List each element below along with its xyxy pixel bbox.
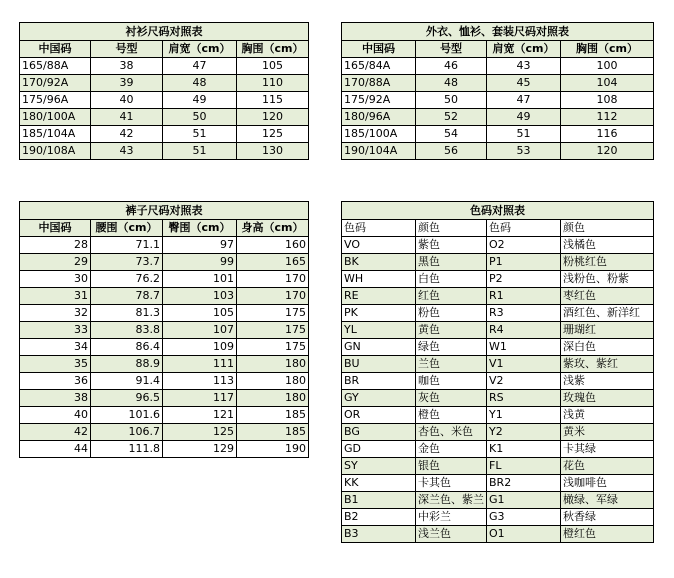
colors-cell: KK bbox=[342, 475, 416, 492]
pants-header-row bbox=[20, 220, 309, 237]
colors-cell: W1 bbox=[487, 339, 561, 356]
pants-cell: 96.5 bbox=[91, 390, 163, 407]
coat-cell: 53 bbox=[487, 143, 561, 160]
pants-cell: 160 bbox=[237, 237, 309, 254]
shirt-cell: 180/100A bbox=[20, 109, 91, 126]
colors-cell: P1 bbox=[487, 254, 561, 271]
shirt-cell: 47 bbox=[163, 58, 237, 75]
pants-cell: 170 bbox=[237, 271, 309, 288]
colors-row bbox=[342, 492, 654, 509]
pants-cell: 125 bbox=[163, 424, 237, 441]
pants-cell: 111.8 bbox=[91, 441, 163, 458]
coat-cell: 45 bbox=[487, 75, 561, 92]
colors-cell: 深白色 bbox=[561, 339, 654, 356]
colors-cell: 浅橘色 bbox=[561, 237, 654, 254]
pants-cell: 36 bbox=[20, 373, 91, 390]
colors-row bbox=[342, 424, 654, 441]
shirt-cell: 39 bbox=[91, 75, 163, 92]
pants-cell: 105 bbox=[163, 305, 237, 322]
pants-cell: 113 bbox=[163, 373, 237, 390]
colors-cell: 咖色 bbox=[416, 373, 487, 390]
shirt-row bbox=[20, 92, 309, 109]
pants-cell: 91.4 bbox=[91, 373, 163, 390]
coat-cell: 120 bbox=[561, 143, 654, 160]
colors-row bbox=[342, 288, 654, 305]
colors-cell: GN bbox=[342, 339, 416, 356]
pants-cell: 180 bbox=[237, 373, 309, 390]
colors-row bbox=[342, 441, 654, 458]
pants-row bbox=[20, 254, 309, 271]
shirt-cell: 190/108A bbox=[20, 143, 91, 160]
pants-cell: 185 bbox=[237, 407, 309, 424]
shirt-cell: 51 bbox=[163, 143, 237, 160]
pants-cell: 117 bbox=[163, 390, 237, 407]
colors-row bbox=[342, 373, 654, 390]
pants-cell: 99 bbox=[163, 254, 237, 271]
colors-cell: 橙红色 bbox=[561, 526, 654, 543]
coat-row bbox=[342, 75, 654, 92]
shirt-cell: 40 bbox=[91, 92, 163, 109]
pants-row bbox=[20, 390, 309, 407]
pants-row bbox=[20, 271, 309, 288]
coat-row bbox=[342, 126, 654, 143]
pants-cell: 38 bbox=[20, 390, 91, 407]
pants-cell: 121 bbox=[163, 407, 237, 424]
colors-cell: 珊瑚红 bbox=[561, 322, 654, 339]
coat-cell: 43 bbox=[487, 58, 561, 75]
colors-cell: 枣红色 bbox=[561, 288, 654, 305]
colors-cell: 浅兰色 bbox=[416, 526, 487, 543]
colors-cell: 银色 bbox=[416, 458, 487, 475]
colors-row bbox=[342, 509, 654, 526]
pants-cell: 185 bbox=[237, 424, 309, 441]
coat-row bbox=[342, 58, 654, 75]
color-code-table bbox=[341, 201, 654, 543]
colors-cell: VO bbox=[342, 237, 416, 254]
colors-cell: 紫色 bbox=[416, 237, 487, 254]
colors-cell: R4 bbox=[487, 322, 561, 339]
colors-row bbox=[342, 407, 654, 424]
colors-cell: SY bbox=[342, 458, 416, 475]
coat-cell: 108 bbox=[561, 92, 654, 109]
shirt-cell: 50 bbox=[163, 109, 237, 126]
coat-header-cell: 胸围（cm） bbox=[561, 41, 654, 58]
colors-cell: OR bbox=[342, 407, 416, 424]
coat-cell: 52 bbox=[416, 109, 487, 126]
colors-row bbox=[342, 356, 654, 373]
colors-header-cell: 色码 bbox=[342, 220, 416, 237]
pants-cell: 34 bbox=[20, 339, 91, 356]
shirt-cell: 110 bbox=[237, 75, 309, 92]
pants-cell: 101 bbox=[163, 271, 237, 288]
coat-header-cell: 肩宽（cm） bbox=[487, 41, 561, 58]
colors-cell: 卡其色 bbox=[416, 475, 487, 492]
pants-cell: 111 bbox=[163, 356, 237, 373]
coat-cell: 51 bbox=[487, 126, 561, 143]
coat-cell: 54 bbox=[416, 126, 487, 143]
colors-header-cell: 颜色 bbox=[561, 220, 654, 237]
pants-cell: 71.1 bbox=[91, 237, 163, 254]
pants-cell: 107 bbox=[163, 322, 237, 339]
colors-cell: 黄色 bbox=[416, 322, 487, 339]
shirt-cell: 105 bbox=[237, 58, 309, 75]
colors-cell: 黑色 bbox=[416, 254, 487, 271]
colors-cell: 橄绿、军绿 bbox=[561, 492, 654, 509]
coat-cell: 50 bbox=[416, 92, 487, 109]
pants-cell: 101.6 bbox=[91, 407, 163, 424]
coat-header-row bbox=[342, 41, 654, 58]
shirt-cell: 115 bbox=[237, 92, 309, 109]
pants-row bbox=[20, 322, 309, 339]
shirt-cell: 125 bbox=[237, 126, 309, 143]
pants-row bbox=[20, 373, 309, 390]
shirt-cell: 51 bbox=[163, 126, 237, 143]
pants-row bbox=[20, 407, 309, 424]
pants-cell: 103 bbox=[163, 288, 237, 305]
colors-cell: 浅黄 bbox=[561, 407, 654, 424]
colors-cell: WH bbox=[342, 271, 416, 288]
colors-cell: V1 bbox=[487, 356, 561, 373]
colors-row bbox=[342, 458, 654, 475]
pants-row bbox=[20, 339, 309, 356]
coat-cell: 112 bbox=[561, 109, 654, 126]
pants-cell: 73.7 bbox=[91, 254, 163, 271]
pants-cell: 35 bbox=[20, 356, 91, 373]
colors-cell: 黄米 bbox=[561, 424, 654, 441]
colors-cell: R3 bbox=[487, 305, 561, 322]
shirt-row bbox=[20, 126, 309, 143]
colors-cell: 粉桃红色 bbox=[561, 254, 654, 271]
pants-cell: 76.2 bbox=[91, 271, 163, 288]
pants-cell: 175 bbox=[237, 305, 309, 322]
pants-cell: 42 bbox=[20, 424, 91, 441]
colors-cell: 花色 bbox=[561, 458, 654, 475]
colors-cell: BK bbox=[342, 254, 416, 271]
shirt-size-table bbox=[19, 22, 309, 160]
colors-cell: B1 bbox=[342, 492, 416, 509]
shirt-row bbox=[20, 109, 309, 126]
colors-row bbox=[342, 305, 654, 322]
coat-cell: 49 bbox=[487, 109, 561, 126]
pants-size-table bbox=[19, 201, 309, 458]
coat-cell: 185/100A bbox=[342, 126, 416, 143]
colors-cell: 深兰色、紫兰 bbox=[416, 492, 487, 509]
coat-row bbox=[342, 143, 654, 160]
shirt-header-cell: 中国码 bbox=[20, 41, 91, 58]
shirt-cell: 43 bbox=[91, 143, 163, 160]
colors-header-row bbox=[342, 220, 654, 237]
coat-cell: 165/84A bbox=[342, 58, 416, 75]
pants-cell: 28 bbox=[20, 237, 91, 254]
colors-header-cell: 色码 bbox=[487, 220, 561, 237]
pants-row bbox=[20, 305, 309, 322]
shirt-cell: 185/104A bbox=[20, 126, 91, 143]
coat-row bbox=[342, 92, 654, 109]
coat-row bbox=[342, 109, 654, 126]
coat-cell: 48 bbox=[416, 75, 487, 92]
shirt-cell: 38 bbox=[91, 58, 163, 75]
pants-cell: 32 bbox=[20, 305, 91, 322]
colors-cell: 金色 bbox=[416, 441, 487, 458]
pants-row bbox=[20, 356, 309, 373]
colors-cell: 灰色 bbox=[416, 390, 487, 407]
colors-cell: 秋香绿 bbox=[561, 509, 654, 526]
colors-cell: BU bbox=[342, 356, 416, 373]
colors-cell: G1 bbox=[487, 492, 561, 509]
colors-cell: 白色 bbox=[416, 271, 487, 288]
colors-cell: Y1 bbox=[487, 407, 561, 424]
colors-row bbox=[342, 237, 654, 254]
shirt-cell: 49 bbox=[163, 92, 237, 109]
pants-cell: 83.8 bbox=[91, 322, 163, 339]
shirt-row bbox=[20, 75, 309, 92]
shirt-cell: 130 bbox=[237, 143, 309, 160]
pants-cell: 129 bbox=[163, 441, 237, 458]
pants-cell: 97 bbox=[163, 237, 237, 254]
shirt-header-cell: 号型 bbox=[91, 41, 163, 58]
colors-cell: 酒红色、新洋红 bbox=[561, 305, 654, 322]
pants-cell: 81.3 bbox=[91, 305, 163, 322]
shirt-cell: 41 bbox=[91, 109, 163, 126]
colors-row bbox=[342, 339, 654, 356]
coat-cell: 56 bbox=[416, 143, 487, 160]
pants-row bbox=[20, 237, 309, 254]
shirt-cell: 42 bbox=[91, 126, 163, 143]
shirt-header-row bbox=[20, 41, 309, 58]
colors-cell: 兰色 bbox=[416, 356, 487, 373]
colors-cell: O2 bbox=[487, 237, 561, 254]
colors-row bbox=[342, 322, 654, 339]
colors-cell: BG bbox=[342, 424, 416, 441]
shirt-cell: 120 bbox=[237, 109, 309, 126]
colors-cell: 浅紫 bbox=[561, 373, 654, 390]
colors-cell: B3 bbox=[342, 526, 416, 543]
colors-cell: YL bbox=[342, 322, 416, 339]
shirt-cell: 170/92A bbox=[20, 75, 91, 92]
pants-row bbox=[20, 441, 309, 458]
colors-cell: 卡其绿 bbox=[561, 441, 654, 458]
pants-cell: 30 bbox=[20, 271, 91, 288]
colors-cell: O1 bbox=[487, 526, 561, 543]
colors-cell: PK bbox=[342, 305, 416, 322]
pants-cell: 175 bbox=[237, 322, 309, 339]
colors-cell: 浅粉色、粉紫 bbox=[561, 271, 654, 288]
colors-cell: 中彩兰 bbox=[416, 509, 487, 526]
coat-size-table bbox=[341, 22, 654, 160]
pants-cell: 40 bbox=[20, 407, 91, 424]
colors-cell: Y2 bbox=[487, 424, 561, 441]
colors-header-cell: 颜色 bbox=[416, 220, 487, 237]
coat-cell: 175/92A bbox=[342, 92, 416, 109]
pants-table-title: 裤子尺码对照表 bbox=[20, 202, 309, 220]
pants-cell: 109 bbox=[163, 339, 237, 356]
coat-header-cell: 号型 bbox=[416, 41, 487, 58]
pants-cell: 44 bbox=[20, 441, 91, 458]
coat-cell: 46 bbox=[416, 58, 487, 75]
pants-cell: 86.4 bbox=[91, 339, 163, 356]
pants-cell: 88.9 bbox=[91, 356, 163, 373]
pants-header-cell: 中国码 bbox=[20, 220, 91, 237]
colors-cell: 橙色 bbox=[416, 407, 487, 424]
colors-row bbox=[342, 254, 654, 271]
pants-cell: 170 bbox=[237, 288, 309, 305]
colors-row bbox=[342, 475, 654, 492]
colors-cell: RE bbox=[342, 288, 416, 305]
pants-header-cell: 身高（cm） bbox=[237, 220, 309, 237]
colors-cell: 粉色 bbox=[416, 305, 487, 322]
colors-cell: R1 bbox=[487, 288, 561, 305]
coat-table-title: 外衣、恤衫、套装尺码对照表 bbox=[342, 23, 654, 41]
pants-cell: 33 bbox=[20, 322, 91, 339]
shirt-row bbox=[20, 143, 309, 160]
colors-cell: P2 bbox=[487, 271, 561, 288]
pants-cell: 165 bbox=[237, 254, 309, 271]
colors-cell: BR bbox=[342, 373, 416, 390]
colors-cell: GY bbox=[342, 390, 416, 407]
colors-cell: 杏色、米色 bbox=[416, 424, 487, 441]
colors-cell: 紫玫、紫红 bbox=[561, 356, 654, 373]
pants-cell: 31 bbox=[20, 288, 91, 305]
color-table-title: 色码对照表 bbox=[342, 202, 654, 220]
coat-cell: 190/104A bbox=[342, 143, 416, 160]
pants-header-cell: 腰围（cm） bbox=[91, 220, 163, 237]
coat-cell: 170/88A bbox=[342, 75, 416, 92]
pants-cell: 78.7 bbox=[91, 288, 163, 305]
colors-cell: 浅咖啡色 bbox=[561, 475, 654, 492]
shirt-cell: 48 bbox=[163, 75, 237, 92]
coat-cell: 116 bbox=[561, 126, 654, 143]
colors-cell: GD bbox=[342, 441, 416, 458]
pants-cell: 180 bbox=[237, 356, 309, 373]
shirt-cell: 175/96A bbox=[20, 92, 91, 109]
pants-header-cell: 臀围（cm） bbox=[163, 220, 237, 237]
pants-row bbox=[20, 424, 309, 441]
pants-cell: 175 bbox=[237, 339, 309, 356]
colors-cell: V2 bbox=[487, 373, 561, 390]
shirt-row bbox=[20, 58, 309, 75]
pants-cell: 190 bbox=[237, 441, 309, 458]
coat-cell: 100 bbox=[561, 58, 654, 75]
coat-header-cell: 中国码 bbox=[342, 41, 416, 58]
colors-cell: FL bbox=[487, 458, 561, 475]
colors-cell: 玫瑰色 bbox=[561, 390, 654, 407]
colors-row bbox=[342, 526, 654, 543]
colors-cell: G3 bbox=[487, 509, 561, 526]
pants-cell: 106.7 bbox=[91, 424, 163, 441]
coat-cell: 180/96A bbox=[342, 109, 416, 126]
colors-cell: 红色 bbox=[416, 288, 487, 305]
colors-cell: RS bbox=[487, 390, 561, 407]
coat-cell: 47 bbox=[487, 92, 561, 109]
shirt-cell: 165/88A bbox=[20, 58, 91, 75]
colors-row bbox=[342, 390, 654, 407]
colors-cell: K1 bbox=[487, 441, 561, 458]
colors-row bbox=[342, 271, 654, 288]
coat-cell: 104 bbox=[561, 75, 654, 92]
pants-cell: 180 bbox=[237, 390, 309, 407]
colors-cell: 绿色 bbox=[416, 339, 487, 356]
colors-cell: B2 bbox=[342, 509, 416, 526]
colors-cell: BR2 bbox=[487, 475, 561, 492]
pants-row bbox=[20, 288, 309, 305]
pants-cell: 29 bbox=[20, 254, 91, 271]
shirt-header-cell: 胸围（cm） bbox=[237, 41, 309, 58]
shirt-table-title: 衬衫尺码对照表 bbox=[20, 23, 309, 41]
shirt-header-cell: 肩宽（cm） bbox=[163, 41, 237, 58]
